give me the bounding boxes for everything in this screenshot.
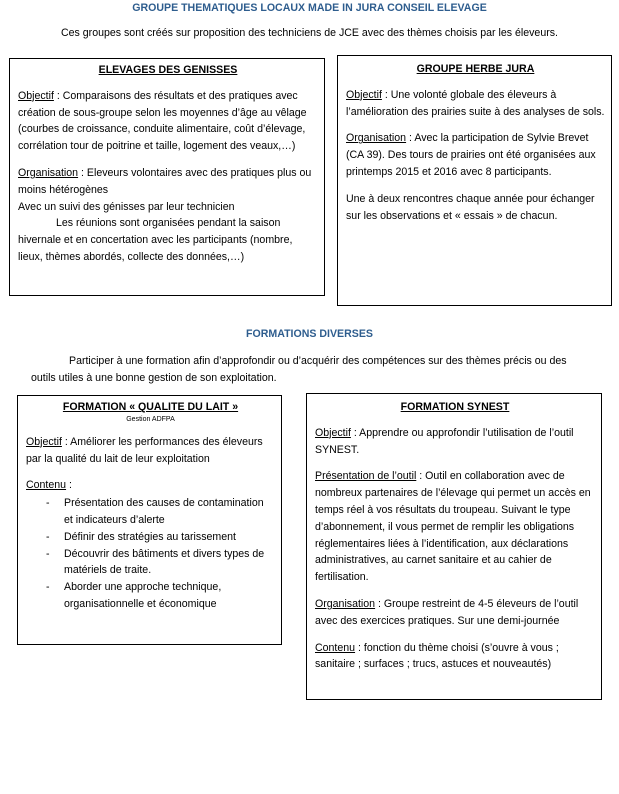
genisses-reunions: Les réunions sont organisées pendant la saison hivernale et en concertation avec les participants (nombre, lieux, thèmes abordés, collecte des données,…) <box>18 217 293 263</box>
herbe-organisation <box>346 130 605 180</box>
objectif-text: : Comparaisons des résultats et des pratiques avec création de sous-groupe selon les moyennes d’âge au vêlage (courbes de croissance, conduite alimentaire, coût d’élevage, corrélation tour de poitrine et taille, logement des veaux,…) <box>18 89 307 153</box>
box-title-synest: FORMATION SYNEST <box>400 401 510 413</box>
lait-contenu-list <box>26 495 275 613</box>
contenu-text: : fonction du thème choisi (s’ouvre à vous ; sanitaire ; surfaces ; trucs, astuces et nouveautés) <box>315 641 559 671</box>
box-title-lait: FORMATION « QUALITE DU LAIT » <box>62 401 239 413</box>
contenu-label: Contenu <box>26 479 67 492</box>
objectif-text: : Améliorer les performances des éleveurs par la qualité du lait de leur exploitation <box>26 435 263 465</box>
lait-objectif <box>26 434 275 468</box>
section-intro-groupes: Ces groupes sont créés sur proposition des techniciens de JCE avec des thèmes choisis par les éleveurs. <box>61 27 558 39</box>
genisses-suivi: Avec un suivi des génisses par leur technicien <box>18 200 235 213</box>
organisation-text: : Eleveurs volontaires avec des pratiques plus ou moins hétérogènes <box>18 166 312 196</box>
organisation-label: Organisation <box>346 132 407 145</box>
section-title-formations: FORMATIONS DIVERSES <box>246 328 373 340</box>
presentation-text: : Outil en collaboration avec de nombreux partenaires de l’élevage qui permet un accès en temps réel à vos résultats du troupeau. Suivant le type d’abonnement, il vous permet de remplir les obligations réglementaires liées à l’identification, aux déclarations administratives, au carnet sanitaire et au cahier de fertilisation. <box>315 470 591 584</box>
organisation-label: Organisation <box>315 597 376 610</box>
list-item: - Découvrir des bâtiments et divers types de matériels de traite. <box>26 546 275 580</box>
box-title-herbe: GROUPE HERBE JURA <box>416 63 535 75</box>
section-title-groupes: GROUPE THEMATIQUES LOCAUX MADE IN JURA CONSEIL ELEVAGE <box>132 2 487 14</box>
section-intro-formations: Participer à une formation afin d’approfondir ou d’acquérir des compétences sur des thèmes précis ou des outils utiles à une bonne gestion de son exploitation. <box>31 355 567 384</box>
synest-organisation <box>315 596 595 630</box>
box-title-genisses: ELEVAGES DES GENISSES <box>98 64 238 76</box>
box-groupe-herbe-jura <box>337 55 612 306</box>
objectif-label: Objectif <box>315 426 351 439</box>
genisses-objectif <box>18 88 318 155</box>
objectif-label: Objectif <box>346 88 382 101</box>
box-subtitle-lait: Gestion ADFPA <box>126 415 175 423</box>
contenu-label: Contenu <box>315 641 356 654</box>
objectif-label: Objectif <box>26 435 62 448</box>
list-item: - Aborder une approche technique, organisationnelle et économique <box>26 579 275 613</box>
synest-objectif <box>315 425 595 459</box>
synest-presentation <box>315 468 595 586</box>
presentation-label: Présentation de l’outil <box>315 470 417 483</box>
objectif-label: Objectif <box>18 89 54 102</box>
herbe-rencontres: Une à deux rencontres chaque année pour échanger sur les observations et « essais » de chacun. <box>346 192 595 222</box>
box-formation-synest <box>306 393 602 700</box>
list-item: - Définir des stratégies au tarissement <box>26 529 275 546</box>
organisation-label: Organisation <box>18 166 79 179</box>
box-elevages-genisses <box>9 58 325 296</box>
herbe-objectif <box>346 87 605 121</box>
organisation-text: : Avec la participation de Sylvie Brevet (CA 39). Des tours de prairies ont été organisées aux printemps 2015 et 2016 avec 8 participants. <box>346 132 596 178</box>
list-item: - Présentation des causes de contamination et indicateurs d’alerte <box>26 495 275 529</box>
lait-contenu <box>26 477 275 494</box>
contenu-suffix: : <box>66 479 72 492</box>
objectif-text: : Une volonté globale des éleveurs à l’amélioration des prairies suite à des analyses de sols. <box>346 88 605 118</box>
genisses-organisation <box>18 165 318 199</box>
objectif-text: : Apprendre ou approfondir l’utilisation de l’outil SYNEST. <box>315 426 574 456</box>
box-formation-qualite-lait <box>17 395 282 645</box>
organisation-text: : Groupe restreint de 4-5 éleveurs de l’outil avec des exercices pratiques. Sur une demi-journée <box>315 597 579 627</box>
synest-contenu <box>315 640 595 674</box>
